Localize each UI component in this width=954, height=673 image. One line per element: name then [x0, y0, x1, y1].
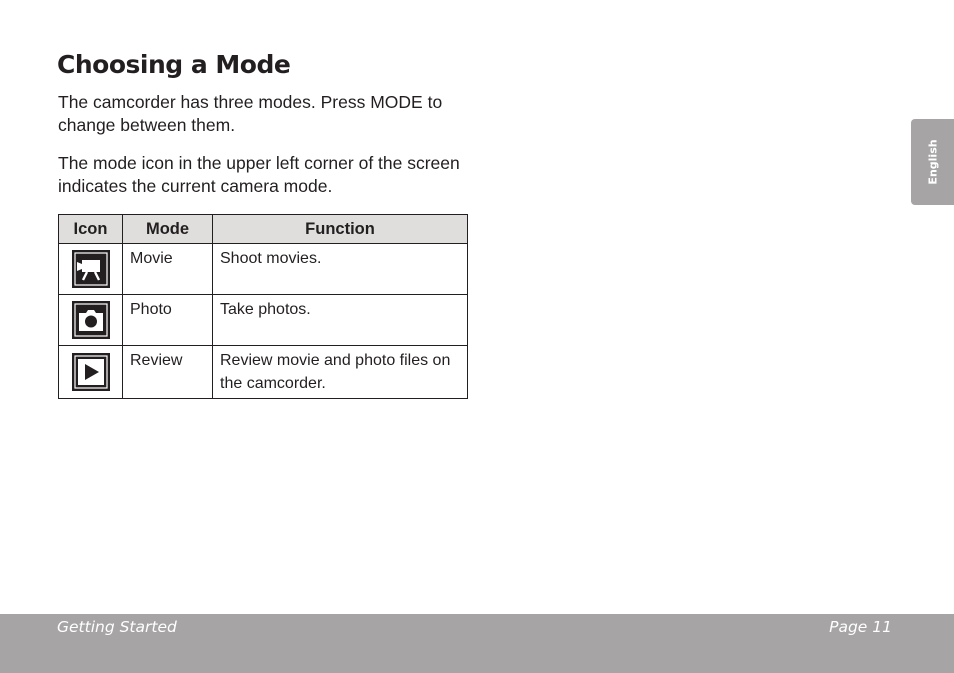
mode-cell: Movie — [123, 244, 213, 295]
table-row — [59, 346, 468, 399]
footer-section-title: Getting Started — [57, 618, 177, 636]
function-cell: Take photos. — [213, 295, 468, 346]
modes-table — [58, 214, 468, 399]
header-function: Function — [213, 215, 468, 244]
mode-cell: Photo — [123, 295, 213, 346]
photo-camera-icon — [72, 301, 110, 339]
function-cell: Shoot movies. — [213, 244, 468, 295]
footer-page-number: Page 11 — [829, 618, 892, 636]
icon-cell — [59, 346, 123, 399]
function-cell: Review movie and photo files on the camcorder. — [213, 346, 468, 399]
language-tab-label: English — [926, 139, 939, 185]
header-icon: Icon — [59, 215, 123, 244]
table-row — [59, 244, 468, 295]
intro-paragraph: The camcorder has three modes. Press MODE to change between them. — [58, 92, 443, 135]
movie-camera-icon — [72, 250, 110, 288]
page-title: Choosing a Mode — [57, 50, 291, 79]
icon-cell — [59, 295, 123, 346]
header-mode: Mode — [123, 215, 213, 244]
table-row — [59, 295, 468, 346]
mode-cell: Review — [123, 346, 213, 399]
review-play-icon — [72, 353, 110, 391]
icon-cell — [59, 244, 123, 295]
page-footer — [0, 614, 954, 673]
language-tab — [911, 119, 954, 205]
table-header-row — [59, 215, 468, 244]
mode-icon-paragraph: The mode icon in the upper left corner of the screen indicates the current camera mode. — [58, 153, 460, 196]
